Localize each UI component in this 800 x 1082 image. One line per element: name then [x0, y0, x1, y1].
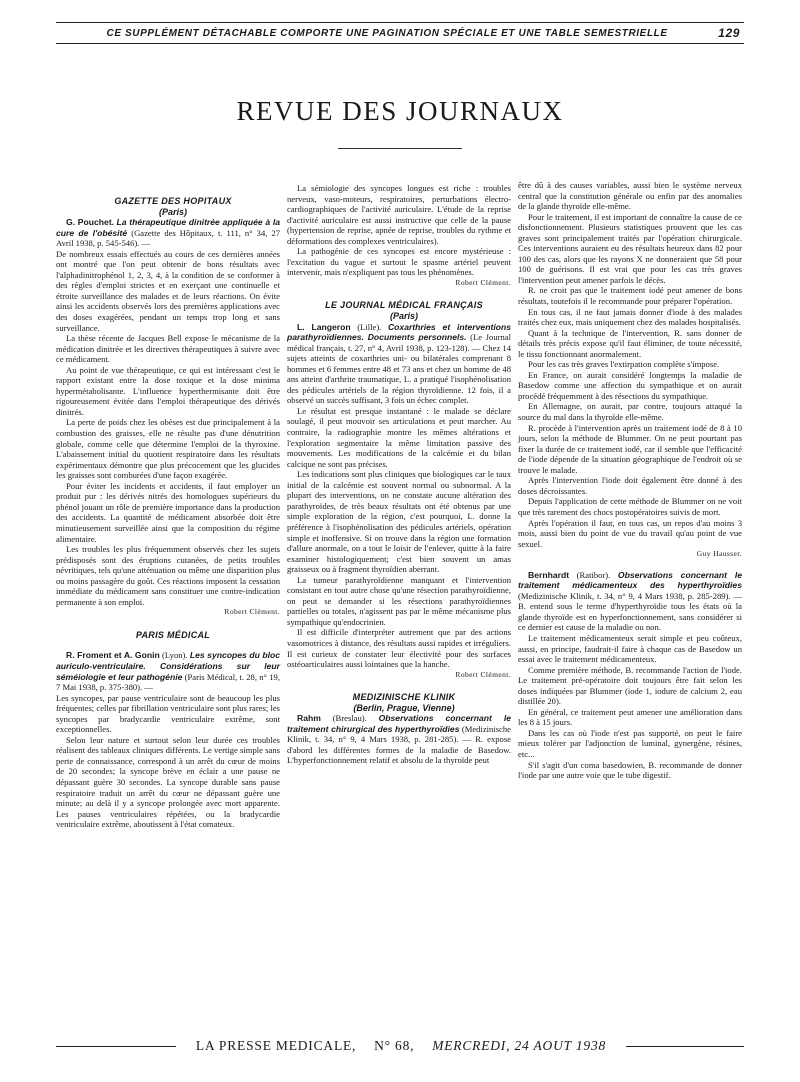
column-3 — [518, 180, 742, 781]
signature: Robert Clément. — [455, 669, 511, 679]
article-title-langeron: Coxarthries et interventions parathyroïdiennes. Documents personnels. — [287, 321, 511, 343]
paragraph: Après l'opération il faut, en tous cas, un repos d'au moins 3 mois, aussi bien du point de vue du travail qu'au point de vue sexuel. — [518, 517, 742, 549]
paragraph: R. expose d'abord les différentes formes de la maladie de Basedow. L'hyperfonctionnement relatif et absolu de la thyroïde peut — [287, 734, 511, 766]
supplement-notice: CE SUPPLÉMENT DÉTACHABLE COMPORTE UNE PAGINATION SPÉCIALE ET UNE TABLE SEMESTRIELLE — [106, 27, 668, 39]
paragraph: Comme première méthode, B. recommande l'action de l'iode. Le traitement pré-opératoire doit toujours être fait selon les doses indiquées par Blummer (iode 1, iodure de calcium 2, eau distillée 20). — [518, 664, 742, 707]
author-rahm: Rahm — [297, 713, 321, 724]
column-1 — [56, 196, 280, 830]
paragraph: Au point de vue thérapeutique, ce qui est intéressant c'est le rapport existant entre la dose toxique et la dose minima hypermétabolisante. L'influence hyperthermisante doit être rigoureusement évitée dans l'emploi thérapeutique des dérivés dinitrés. — [56, 364, 280, 417]
paragraph: La pathogénie de ces syncopes est encore mystérieuse : l'excitation du vague et surtout le spasme artériel peuvent intervenir, mais n'expliquent pas tous les phénomènes. — [287, 246, 511, 278]
article-title-froment: Les syncopes du bloc auriculo-ventriculaire. Considérations sur leur séméiologie et leur pathogénie — [56, 650, 281, 682]
paragraph: La sémiologie des syncopes longues est riche : troubles nerveux, vaso-moteurs, respiratoires, perturbations électro-cardiographiques de l'activité auriculaire. L'étude de la reprise d'activité auriculaire est aussi instructive que celle de la pause (hypertension de reprise, apnée de reprise, troubles du rythme et déformations des complexes ventriculaires). — [287, 183, 511, 246]
author-place: (Ratibor). — [576, 569, 611, 580]
signature: Robert Clément. — [455, 277, 511, 287]
paragraph: Quant à la technique de l'intervention, R. sans donner de détails très précis expose qu'il faut éliminer, de toute nécessité, le tissu fonctionnant anormalement. — [518, 327, 742, 359]
paragraph: La perte de poids chez les obèses est due principalement à la combustion des graisses, elle ne résulte pas d'une dénutrition globale, comme celle que détermine l'emploi de la thyroxine. L'abaissement initial du quotient respiratoire dans les résultats expérimentaux démontre que plus précocement que les glucides les graisses sont comburées d'une façon exagérée. — [56, 417, 280, 481]
paragraph: La tumeur parathyroïdienne manquant et l'intervention consistant en tout autre chose qu'une résection parathyroïdienne, on peut se demander si les résections parathyroïdiennes partielles ou totales, n'agissent pas par le même mécanisme plus sympathique qu'endocrinien. — [287, 574, 511, 627]
section-subtitle-journal-medical: (Paris) — [389, 311, 418, 322]
column-2 — [287, 183, 511, 766]
footer-rule-right — [626, 1046, 744, 1047]
paragraph: R. ne croit pas que le traitement iodé peut amener de bons résultats, toutefois il le recommande pour préparer l'opération. — [518, 285, 742, 307]
page-footer — [56, 1038, 744, 1054]
paragraph: Après l'intervention l'iode doit également être donné à des doses décroissantes. — [518, 475, 742, 496]
author-pouchet: G. Pouchet. — [66, 217, 115, 228]
paragraph: Les syncopes, par pause ventriculaire sont de beaucoup les plus fréquentes; celles par fibrillation ventriculaire sont plus rares; les syncopes par bradycardie ventriculaire extrême, sont exceptionnelles. — [56, 692, 280, 735]
citation-langeron: (Le Journal médical français, t. 27, n° 4, Avril 1938, p. 123-128). — — [287, 332, 511, 353]
author-place: (Lille). — [357, 321, 382, 332]
section-subtitle-gazette: (Paris) — [158, 206, 187, 217]
signature: Robert Clément. — [224, 607, 280, 617]
paragraph: être dû à des causes variables, aussi bien le système nerveux central que la constitution générale ou enfin par des anomalies de la glande thyroïde elle-même. — [518, 180, 742, 212]
section-subtitle-medizinische-klinik: (Berlin, Prague, Vienne) — [353, 702, 455, 713]
footer-rule-left — [56, 1046, 176, 1047]
article-rahm-lead — [287, 713, 511, 766]
article-title-bernhardt: Observations concernant le traitement médicamenteux des hyperthyroïdies — [518, 569, 742, 591]
paragraph: La thèse récente de Jacques Bell expose le mécanisme de la médication dinitrée et les directives thérapeutiques à suivre avec ce médicament. — [56, 333, 280, 365]
paragraph: Il est difficile d'interpréter autrement que par des actions vasomotrices à distance, des résultats aussi rapides et irréguliers. Il est curieux de constater leur électivité pour des surfaces ostéoarticulaires aussi lointaines que la hanche. — [287, 627, 511, 670]
section-title-gazette: GAZETTE DES HOPITAUX — [114, 196, 232, 206]
paragraph: Chez 14 sujets atteints de coxarthries uni- ou bilatérales comprenant 8 hommes et 6 femmes entre 48 et 73 ans et chez un homme de 48 ans atteint d'arthrite traumatique, L. a pratiqué l'isophénolisation des pédicules artériels de la région thyroïdienne. 12 fois, il a observé un succès suffisant, 3 fois un échec complet. — [287, 342, 512, 406]
citation-pouchet: (Gazette des Hôpitaux, t. 111, n° 34, 27 Avril 1938, p. 545-546). — — [56, 227, 280, 249]
author-place: (Breslau). — [332, 713, 367, 724]
footer-issue: N° 68, — [374, 1038, 415, 1053]
running-header — [56, 22, 744, 44]
author-place: (Lyon). — [162, 650, 188, 661]
footer-date: MERCREDI, 24 AOUT 1938 — [432, 1038, 607, 1053]
article-froment-lead — [56, 650, 280, 692]
paragraph: En Allemagne, on aurait, par contre, toujours attaqué la source du mal dans la thyroïde elle-même. — [518, 401, 742, 423]
citation-rahm: (Medizinische Klinik, t. 34, n° 9, 4 Mars 1938, p. 281-285). — — [287, 723, 511, 745]
page-title: REVUE DES JOURNAUX — [236, 96, 564, 126]
article-langeron-lead — [287, 322, 511, 406]
paragraph: Dans les cas où l'iode n'est pas supporté, on peut le faire mieux tolérer par l'adjonction de luminal, gynergène, résines, etc... — [518, 727, 742, 759]
paragraph: Depuis l'application de cette méthode de Blummer on ne voit que très rarement des chocs postopératoires suivis de mort. — [518, 496, 742, 517]
article-title-pouchet: La thérapeutique dinitrée appliquée à la cure de l'obésité — [56, 217, 281, 238]
paragraph: En général, ce traitement peut amener une amélioration dans les 8 à 15 jours. — [518, 706, 742, 728]
article-bernhardt-lead — [518, 570, 742, 633]
signature: Guy Hausser. — [696, 549, 742, 559]
paragraph: En France, on aurait considéré longtemps la maladie de Basedow comme une affection du sympathique et on aurait procédé fréquemment à des résections du sympathique. — [518, 369, 742, 401]
paragraph: Les indications sont plus cliniques que biologiques car le taux initial de la calcémie est souvent normal ou subnormal. A la plupart des interventions, on ne constate aucune altération des parathyroïdes, de très beaux résultats ont été obtenus par une simple exploration de la région, c'est pourquoi, L. donne la préférence à l'isophénolisation des pédicules artériels, opération simple et inoffensive. Si on trouve dans la région une formation d'allure anormale, on a tout le loisir de l'enlever, quitte à la faire examiner histologiquement; c'est bien souvent un amas graisseux ou à fragment thyroïdien aberrant. — [287, 469, 511, 575]
paragraph: En tous cas, il ne faut jamais donner d'iode à des malades traités chez eux, mais uniquement chez des malades hospitalisés. — [518, 306, 742, 328]
paragraph: Pour éviter les incidents et accidents, il faut employer un produit pur : les dérivés nitrés des homologues supérieurs du phénol jouant un rôle de première importance dans la production des accidents. La quantité de médicament absorbée doit être minutieusement surveillée ainsi que la composition du régime alimentaire. — [56, 480, 280, 544]
author-langeron: L. Langeron — [297, 321, 351, 332]
paragraph: Pour le traitement, il est important de connaître la cause de ce disfonctionnement. Plusieurs statistiques prouvent que les cas graves sont principalement traités par l'opération chirurgicale. Ces interventions auraient eu des résultats heureux dans 82 pour 100 des cas, alors que les rayons X ne donneraient que 58 pour 100 de guérisons. Il est vrai que pour les cas très graves l'intervention peut amener parfois le décès. — [518, 211, 742, 285]
paragraph: R. procède à l'intervention après un traitement iodé de 8 à 10 jours, selon la méthode de Blummer. On ne peut pourtant pas fixer la durée de ce traitement iodé, car il semble que l'efficacité de l'iode dépende de la situation géographique de l'endroit où se trouve le malade. — [518, 422, 742, 475]
article-pouchet-lead — [56, 217, 280, 249]
paragraph: Selon leur nature et surtout selon leur durée ces troubles réalisent des tableaux cliniques différents. Le vertige simple sans perte de connaissance, correspond à un arrêt du cœur de moins de 20 secondes; la syncope brève en éclair a une pause ne dépassant guère 30 secondes. La syncope durable sans pause respiratoire traduit un arrêt du cœur ne dépassant guère une minute; au delà il y a syncope prolongée avec mort apparente. Les pauses ventriculaires répétées, ou la bradycardie ventriculaire extrême, aboutissent à l'état comateux. — [56, 734, 280, 830]
paragraph: Pour les cas très graves l'extirpation complète s'impose. — [528, 359, 720, 370]
page-number: 129 — [718, 26, 740, 40]
citation-froment: (Paris Médical, t. 28, n° 19, 7 Mai 1938, p. 375-380). — — [56, 671, 280, 693]
paragraph: Le résultat est presque instantané : le malade se déclare soulagé, il peut mouvoir ses articulations et peut marcher. Au contraire, la radiographie montre les mêmes altérations et l'exploration segmentaire la même limitation passive des mouvements. Les modifications de la calcémie et du bilan calcique ne sont pas précises. — [287, 405, 511, 469]
paragraph: S'il s'agit d'un coma basedowien, B. recommande de donner l'iode par une autre voie que le tube digestif. — [518, 759, 742, 781]
paragraph: B. entend sous le terme d'hyperthyroïdie tous les états où la glande thyroïde est en hyperfonctionnement, sans considérer si ce dernier est cause de la maladie ou non. — [518, 601, 742, 633]
article-title-rahm: Observations concernant le traitement chirurgical des hyperthyroïdies — [287, 713, 512, 734]
paragraph: De nombreux essais effectués au cours de ces dernières années ont montré que l'on peut obtenir de bons résultats avec l'alphadinitrophénol 1, 2, 3, 4, à la condition de se conformer à des règles d'emploi strictes et en exerçant une continuelle et étroite surveillance des malades et de leurs réactions. On évite ainsi les accidents observés lors des premières applications avec des doses exagérées, pendant un temps trop long et sans surveillance. — [56, 248, 280, 333]
section-title-medizinische-klinik: MEDIZINISCHE KLINIK — [352, 692, 456, 703]
section-title-journal-medical: LE JOURNAL MÉDICAL FRANÇAIS — [325, 300, 483, 311]
title-rule — [338, 148, 462, 149]
author-bernhardt: Bernhardt — [528, 569, 570, 580]
paragraph: Le traitement médicamenteux serait simple et peu coûteux, aussi, en principe, faudrait-il faire à chaque cas de Basedow un essai avec le traitement médicamenteux. — [518, 632, 742, 665]
author-froment-gonin: R. Froment et A. Gonin — [66, 650, 160, 661]
footer-journal: LA PRESSE MEDICALE, — [195, 1038, 357, 1053]
citation-bernhardt: (Medizinische Klinik, t. 34, n° 9, 4 Mars 1938, p. 285-289). — — [518, 590, 742, 601]
paragraph: Les troubles les plus fréquemment observés chez les sujets prédisposés sont des éruptions cutanées, de petits troubles névritiques, tels qu'une atténuation ou même une disparition plus ou moins passagère du goût. Ces réactions imposent la cessation immédiate du médicament sans constituer une contre-indication permanente à son emploi. — [56, 544, 280, 607]
section-title-paris-medical: PARIS MÉDICAL — [135, 629, 211, 640]
